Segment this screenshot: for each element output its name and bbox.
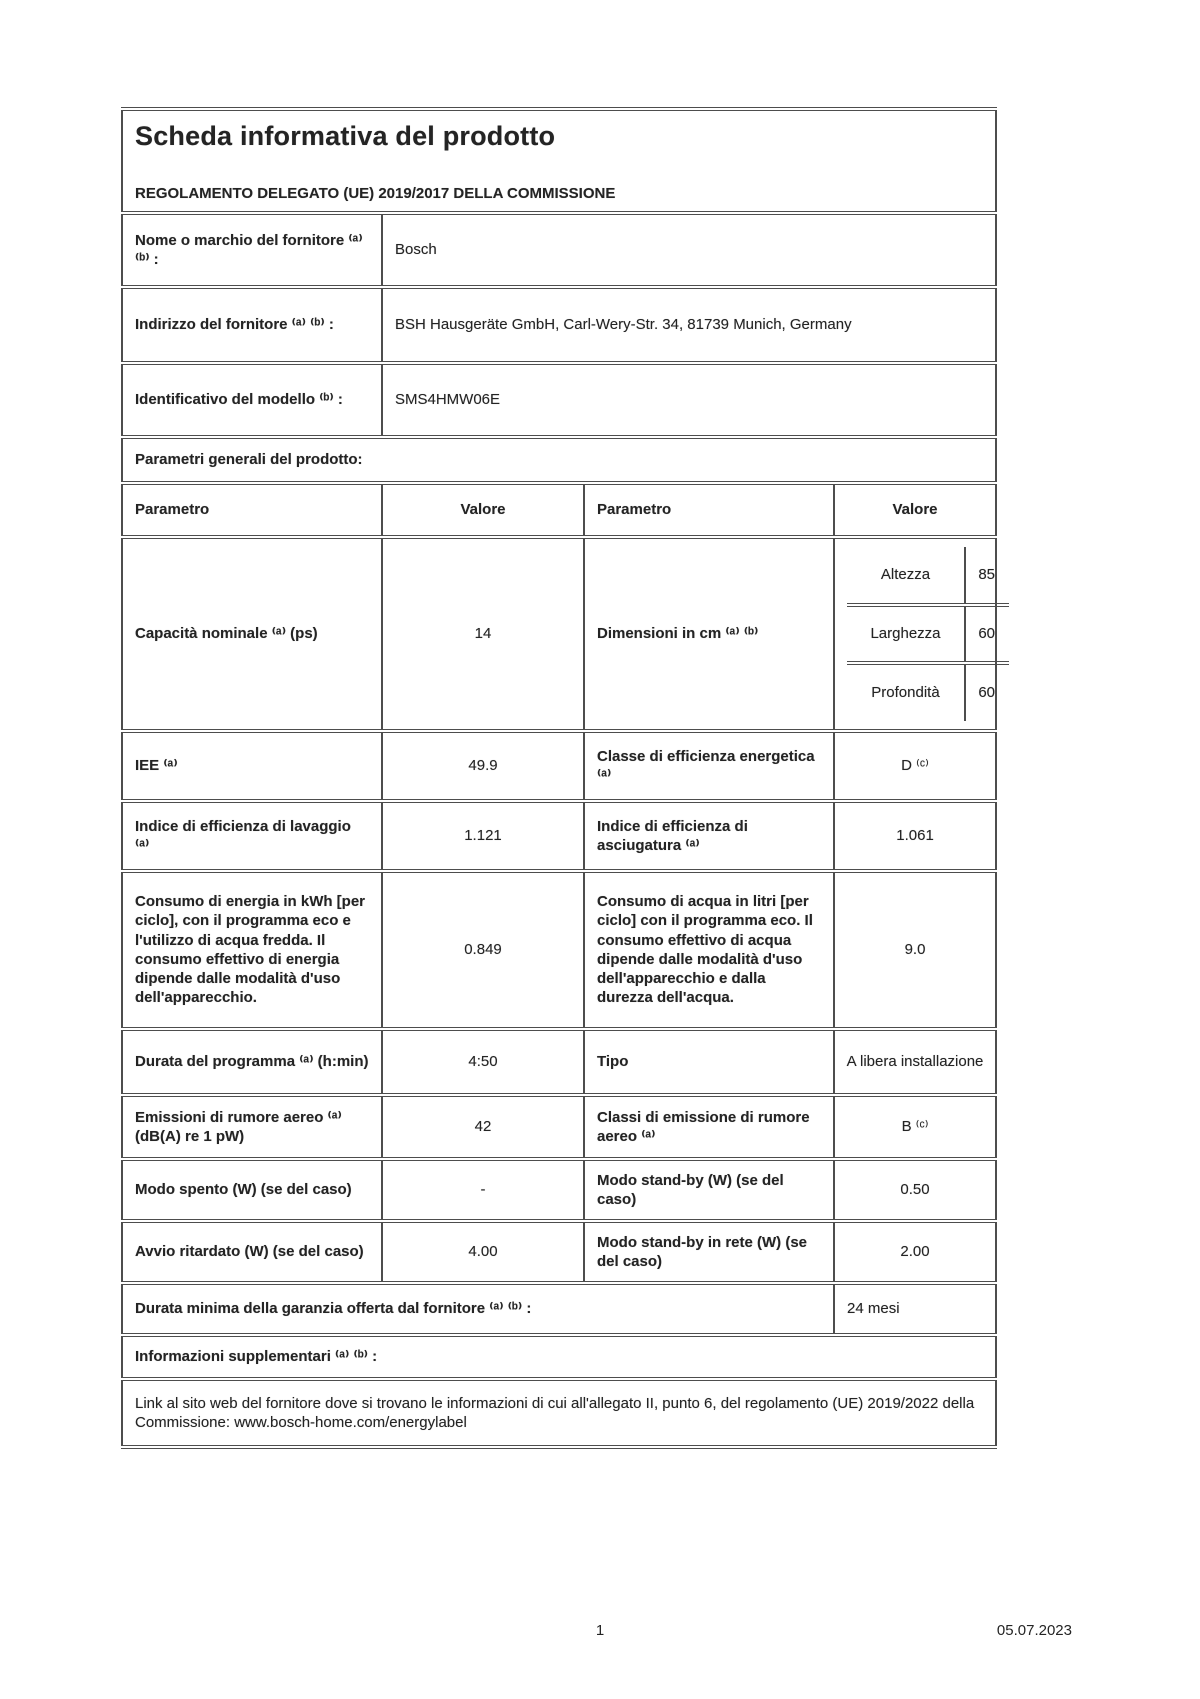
washing-index-label: Indice di efficienza di lavaggio ⁽ᵃ⁾ xyxy=(122,801,382,871)
col-header-parametro-1: Parametro xyxy=(122,483,382,537)
dimension-name: Larghezza xyxy=(847,605,965,663)
capacity-value: 14 xyxy=(382,537,584,731)
dimension-row xyxy=(847,605,1009,663)
dimension-value: 60 xyxy=(965,663,1009,721)
energy-consumption-value: 0.849 xyxy=(382,871,584,1029)
section-title-general-params: Parametri generali del prodotto: xyxy=(122,437,996,483)
capacity-label: Capacità nominale ⁽ᵃ⁾ (ps) xyxy=(122,537,382,731)
model-id-value: SMS4HMW06E xyxy=(382,363,996,437)
footer-page-number: 1 xyxy=(595,1622,605,1639)
col-header-valore-1: Valore xyxy=(382,483,584,537)
product-fiche-table-container xyxy=(121,107,995,1449)
water-consumption-label: Consumo di acqua in litri [per ciclo] con il programma eco. Il consumo effettivo di acqua dipende dalle modalità d'uso dell'apparecchio e dalla durezza dell'acqua. xyxy=(584,871,834,1029)
regulation-subtitle: REGOLAMENTO DELEGATO (UE) 2019/2017 DELLA COMMISSIONE xyxy=(135,184,616,202)
type-label: Tipo xyxy=(584,1029,834,1095)
footer-date: 05.07.2023 xyxy=(996,1622,1072,1639)
standby-value: 0.50 xyxy=(834,1159,996,1221)
supplier-name-label: Nome o marchio del fornitore ⁽ᵃ⁾ ⁽ᵇ⁾ : xyxy=(122,213,382,287)
delayed-start-value: 4.00 xyxy=(382,1221,584,1283)
dimension-value: 85 xyxy=(978,566,995,584)
energy-class-label: Classe di efficienza energetica ⁽ᵃ⁾ xyxy=(584,731,834,801)
networked-standby-value: 2.00 xyxy=(834,1221,996,1283)
networked-standby-label: Modo stand-by in rete (W) (se del caso) xyxy=(584,1221,834,1283)
supplier-address-value: BSH Hausgeräte GmbH, Carl-Wery-Str. 34, 81739 Munich, Germany xyxy=(382,287,996,363)
drying-index-label: Indice di efficienza di asciugatura ⁽ᵃ⁾ xyxy=(584,801,834,871)
supplier-name-value: Bosch xyxy=(382,213,996,287)
additional-info-label: Informazioni supplementari ⁽ᵃ⁾ ⁽ᵇ⁾ : xyxy=(122,1335,996,1379)
standby-label: Modo stand-by (W) (se del caso) xyxy=(584,1159,834,1221)
iee-label: IEE ⁽ᵃ⁾ xyxy=(122,731,382,801)
model-id-label: Identificativo del modello ⁽ᵇ⁾ : xyxy=(122,363,382,437)
supplier-link-note: Link al sito web del fornitore dove si trovano le informazioni di cui all'allegato II, punto 6, del regolamento (UE) 2019/2022 della Commissione: www.bosch-home.com/energylabel xyxy=(122,1379,996,1447)
dimension-value: 60 xyxy=(965,605,1009,663)
supplier-address-label: Indirizzo del fornitore ⁽ᵃ⁾ ⁽ᵇ⁾ : xyxy=(122,287,382,363)
program-duration-value: 4:50 xyxy=(382,1029,584,1095)
col-header-valore-2: Valore xyxy=(834,483,996,537)
off-mode-label: Modo spento (W) (se del caso) xyxy=(122,1159,382,1221)
program-duration-label: Durata del programma ⁽ᵃ⁾ (h:min) xyxy=(122,1029,382,1095)
dimension-name: Altezza xyxy=(847,547,965,605)
energy-class-value: D ⁽ᶜ⁾ xyxy=(834,731,996,801)
noise-label: Emissioni di rumore aereo ⁽ᵃ⁾ (dB(A) re 1 pW) xyxy=(122,1095,382,1159)
off-mode-value: - xyxy=(382,1159,584,1221)
noise-value: 42 xyxy=(382,1095,584,1159)
warranty-label: Durata minima della garanzia offerta dal fornitore ⁽ᵃ⁾ ⁽ᵇ⁾ : xyxy=(122,1283,834,1335)
type-value: A libera installazione xyxy=(834,1029,996,1095)
dimension-row xyxy=(847,663,1009,721)
page-title: Scheda informativa del prodotto xyxy=(135,121,556,151)
energy-consumption-label: Consumo di energia in kWh [per ciclo], con il programma eco e l'utilizzo di acqua fredda. Il consumo effettivo di energia dipende dalle modalità d'uso dell'apparecchio. xyxy=(122,871,382,1029)
dimensions-subtable xyxy=(847,547,1009,721)
product-fiche-table xyxy=(121,107,997,1449)
dimensions-subtable-cell xyxy=(834,537,996,731)
noise-class-value: B ⁽ᶜ⁾ xyxy=(834,1095,996,1159)
iee-value: 49.9 xyxy=(382,731,584,801)
page-footer xyxy=(0,1622,1200,1639)
dimension-row xyxy=(847,547,1009,605)
title-block xyxy=(122,109,996,213)
col-header-parametro-2: Parametro xyxy=(584,483,834,537)
water-consumption-value: 9.0 xyxy=(834,871,996,1029)
delayed-start-label: Avvio ritardato (W) (se del caso) xyxy=(122,1221,382,1283)
washing-index-value: 1.121 xyxy=(382,801,584,871)
noise-class-label: Classi di emissione di rumore aereo ⁽ᵃ⁾ xyxy=(584,1095,834,1159)
warranty-value: 24 mesi xyxy=(834,1283,996,1335)
dimension-name: Profondità xyxy=(847,663,965,721)
drying-index-value: 1.061 xyxy=(834,801,996,871)
dimensions-label: Dimensioni in cm ⁽ᵃ⁾ ⁽ᵇ⁾ xyxy=(584,537,834,731)
